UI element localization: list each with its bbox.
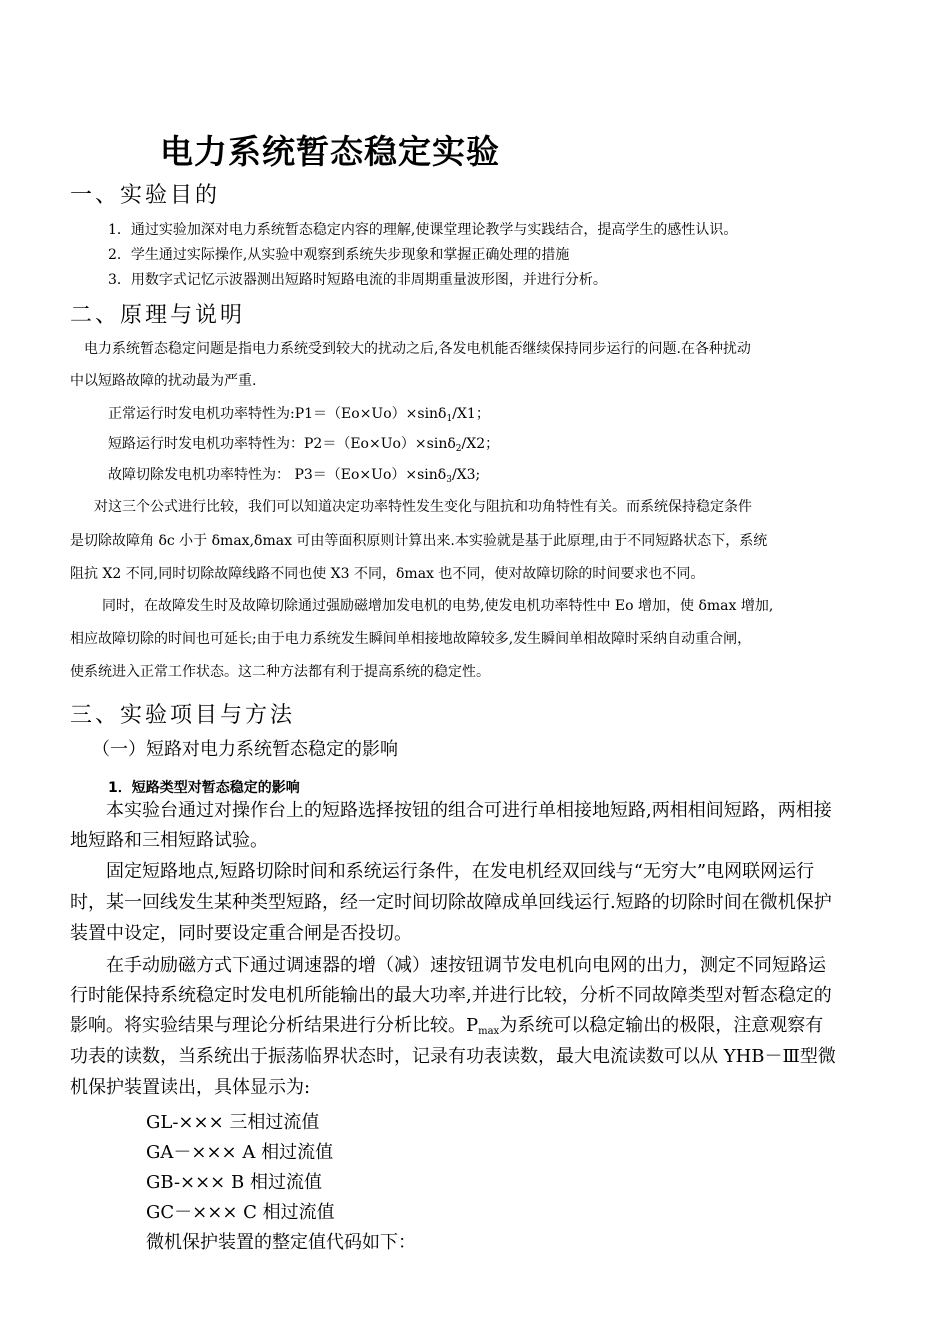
item-heading: 1．短路类型对暂态稳定的影响: [108, 780, 300, 796]
formula-subscript: 3: [446, 475, 452, 485]
method-text: 行时能保持系统稳定时发电机所能输出的最大功率,并进行比较，分析不同故障类型对暂态稳定的: [70, 985, 832, 1006]
objective-item: 1．通过实验加深对电力系统暂态稳定内容的理解,使课堂理论教学与实践结合，提高学生的感性认识。: [108, 222, 738, 238]
subsection-heading: （一）短路对电力系统暂态稳定的影响: [92, 739, 398, 760]
display-code: GC－××× C 相过流值: [146, 1202, 335, 1223]
method-text: 本实验台通过对操作台上的短路选择按钮的组合可进行单相接地短路,两相相间短路，两相接: [106, 800, 832, 821]
display-code: GL-××× 三相过流值: [146, 1112, 320, 1133]
method-text: 固定短路地点,短路切除时间和系统运行条件，在发电机经双回线与“无穷大”电网联网运行: [106, 861, 815, 882]
method-text: 地短路和三相短路试验。: [70, 830, 268, 851]
method-text: 装置中设定，同时要设定重合闸是否投切。: [70, 923, 412, 944]
method-text: 时，某一回线发生某种类型短路，经一定时间切除故障成单回线运行.短路的切除时间在微机保护: [70, 892, 832, 913]
section-heading-principles: 二、原理与说明: [70, 303, 246, 328]
formula-subscript: 1: [446, 414, 453, 424]
principle-text: 是切除故障角 δc 小于 δmax,δmax 可由等面积原则计算出来.本实验就是基于此原理,由于不同短路状态下，系统: [70, 533, 768, 549]
principle-text: 同时，在故障发生时及故障切除通过强励磁增加发电机的电势,使发电机功率特性中 Eo 增加，使 δmax 增加,: [102, 598, 774, 614]
formula-text: /X3;: [451, 467, 481, 483]
pmax-subscript: max: [478, 1026, 500, 1037]
formula-text: 故障切除发电机功率特性为： P3＝（Eo×Uo）×sinδ: [108, 467, 447, 483]
method-text: 机保护装置读出，具体显示为:: [70, 1077, 311, 1098]
formula-text: 正常运行时发电机功率特性为:P1＝（Eo×Uo）×sinδ: [108, 406, 447, 422]
formula-text: /X2；: [461, 436, 500, 452]
setting-code-intro: 微机保护装置的整定值代码如下：: [146, 1232, 416, 1253]
section-heading-methods: 三、实验项目与方法: [70, 703, 296, 728]
objective-item: 2．学生通过实际操作,从实验中观察到系统失步现象和掌握正确处理的措施: [108, 247, 570, 263]
principle-text: 中以短路故障的扰动最为严重.: [70, 373, 257, 389]
method-text: 为系统可以稳定输出的极限，注意观察有: [499, 1015, 824, 1036]
objective-item: 3．用数字式记忆示波器测出短路时短路电流的非周期重量波形图，并进行分析。: [108, 272, 607, 288]
formula-fault-cleared: [108, 460, 480, 495]
method-text: 在手动励磁方式下通过调速器的增（减）速按钮调节发电机向电网的出力，测定不同短路运: [106, 955, 826, 976]
formula-text: /X1；: [452, 406, 490, 422]
principle-text: 使系统进入正常工作状态。这二种方法都有利于提高系统的稳定性。: [70, 664, 490, 680]
formula-text: 短路运行时发电机功率特性为：P2＝（Eo×Uo）×sinδ: [108, 436, 456, 452]
document-title: 电力系统暂态稳定实验: [160, 132, 500, 171]
display-code: GB-××× B 相过流值: [146, 1172, 322, 1193]
formula-short-circuit: [108, 429, 499, 464]
method-text: 影响。将实验结果与理论分析结果进行分析比较。P: [70, 1015, 479, 1036]
principle-text: 电力系统暂态稳定问题是指电力系统受到较大的扰动之后,各发电机能否继续保持同步运行的问题.在各种扰动: [84, 341, 751, 357]
principle-text: 相应故障切除的时间也可延长;由于电力系统发生瞬间单相接地故障较多,发生瞬间单相故障时采纳自动重合闸，: [70, 631, 752, 647]
principle-text: 对这三个公式进行比较，我们可以知道决定功率特性发生变化与阻抗和功角特性有关。而系统保持稳定条件: [94, 499, 752, 515]
method-text: 功表的读数，当系统出于振荡临界状态时，记录有功表读数，最大电流读数可以从 YHB－Ⅲ型微: [70, 1046, 836, 1067]
section-heading-objectives: 一、实验目的: [70, 183, 221, 208]
principle-text: 阻抗 X2 不同,同时切除故障线路不同也使 X3 不同，δmax 也不同，使对故障切除的时间要求也不同。: [70, 566, 705, 582]
formula-subscript: 2: [455, 444, 462, 454]
display-code: GA－××× A 相过流值: [146, 1142, 334, 1163]
